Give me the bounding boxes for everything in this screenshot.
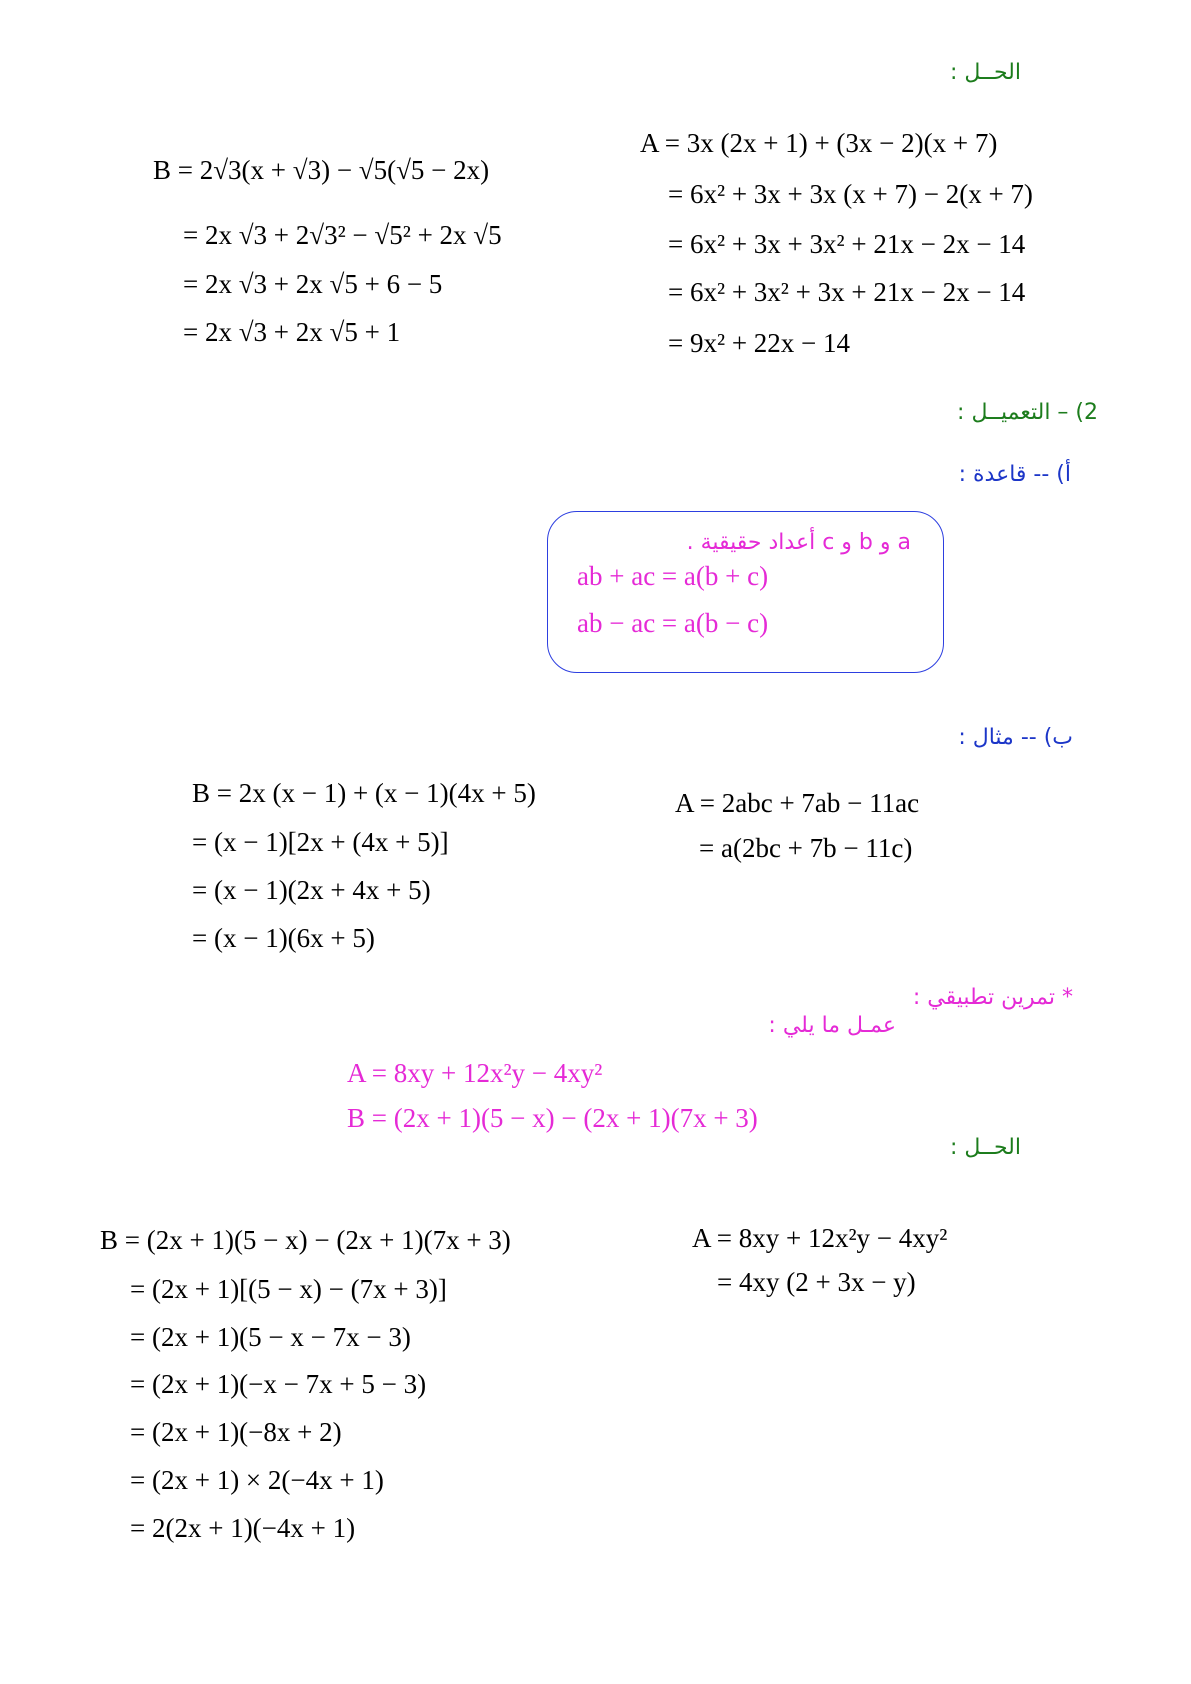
- example-a: [675, 788, 920, 871]
- solution-b: [100, 1225, 511, 1543]
- equation-line: = (x − 1)[2x + (4x + 5)]: [192, 827, 449, 857]
- equation-line: = (2x + 1)(5 − x − 7x − 3): [130, 1322, 411, 1352]
- equation-line: = (2x + 1)(−x − 7x + 5 − 3): [130, 1369, 427, 1399]
- equation-line: = 2x √3 + 2√3² − √5² + 2x √5: [183, 220, 502, 250]
- rule-heading: أ) -- قاعدة :: [958, 462, 1071, 487]
- equation-line: = (2x + 1) × 2(−4x + 1): [130, 1465, 384, 1495]
- equation-line: = a(2bc + 7b − 11c): [699, 833, 913, 863]
- equation-line: A = 2abc + 7ab − 11ac: [675, 788, 920, 818]
- exercise-b: B = (2x + 1)(5 − x) − (2x + 1)(7x + 3): [347, 1103, 758, 1133]
- equation-line: = (2x + 1)[(5 − x) − (7x + 3)]: [130, 1274, 447, 1304]
- equation-line: B = 2x (x − 1) + (x − 1)(4x + 5): [192, 778, 536, 808]
- factoring-heading: 2) – التعميــل :: [957, 400, 1098, 425]
- solution-heading-1: الحــل :: [950, 60, 1021, 85]
- rule-text: a و b و c أعداد حقيقية .: [686, 530, 911, 555]
- equation-line: A = 3x (2x + 1) + (3x − 2)(x + 7): [640, 128, 998, 158]
- b-development: [153, 155, 502, 347]
- equation-line: = 2x √3 + 2x √5 + 1: [183, 317, 401, 347]
- equation-line: A = 8xy + 12x²y − 4xy²: [692, 1223, 948, 1253]
- exercise-heading: * تمرين تطبيقي :: [912, 985, 1073, 1010]
- equation-line: = (2x + 1)(−8x + 2): [130, 1417, 342, 1447]
- equation-line: = 6x² + 3x² + 3x + 21x − 2x − 14: [668, 277, 1026, 307]
- solution-heading-2: الحــل :: [950, 1135, 1021, 1160]
- equation-line: = 2(2x + 1)(−4x + 1): [130, 1513, 356, 1543]
- example-heading: ب) -- مثال :: [958, 725, 1073, 750]
- equation-line: = 9x² + 22x − 14: [668, 328, 851, 358]
- equation-line: B = (2x + 1)(5 − x) − (2x + 1)(7x + 3): [100, 1225, 511, 1255]
- equation-line: = (x − 1)(2x + 4x + 5): [192, 875, 431, 905]
- equation-line: = 2x √3 + 2x √5 + 6 − 5: [183, 269, 443, 299]
- equation-line: = 4xy (2 + 3x − y): [717, 1267, 916, 1297]
- equation-line: = (x − 1)(6x + 5): [192, 923, 375, 953]
- exercise-a: A = 8xy + 12x²y − 4xy²: [347, 1058, 603, 1088]
- rule-formula-difference: ab − ac = a(b − c): [577, 608, 769, 638]
- equation-line: = 6x² + 3x + 3x (x + 7) − 2(x + 7): [668, 179, 1033, 209]
- equation-line: B = 2√3(x + √3) − √5(√5 − 2x): [153, 155, 490, 185]
- rule-formula-sum: ab + ac = a(b + c): [577, 561, 769, 591]
- example-b: [192, 778, 536, 953]
- equation-line: = 6x² + 3x + 3x² + 21x − 2x − 14: [668, 229, 1026, 259]
- a-development: [640, 128, 1033, 358]
- solution-a: [692, 1223, 948, 1306]
- exercise-instruction: عمـل ما يلي :: [768, 1013, 896, 1038]
